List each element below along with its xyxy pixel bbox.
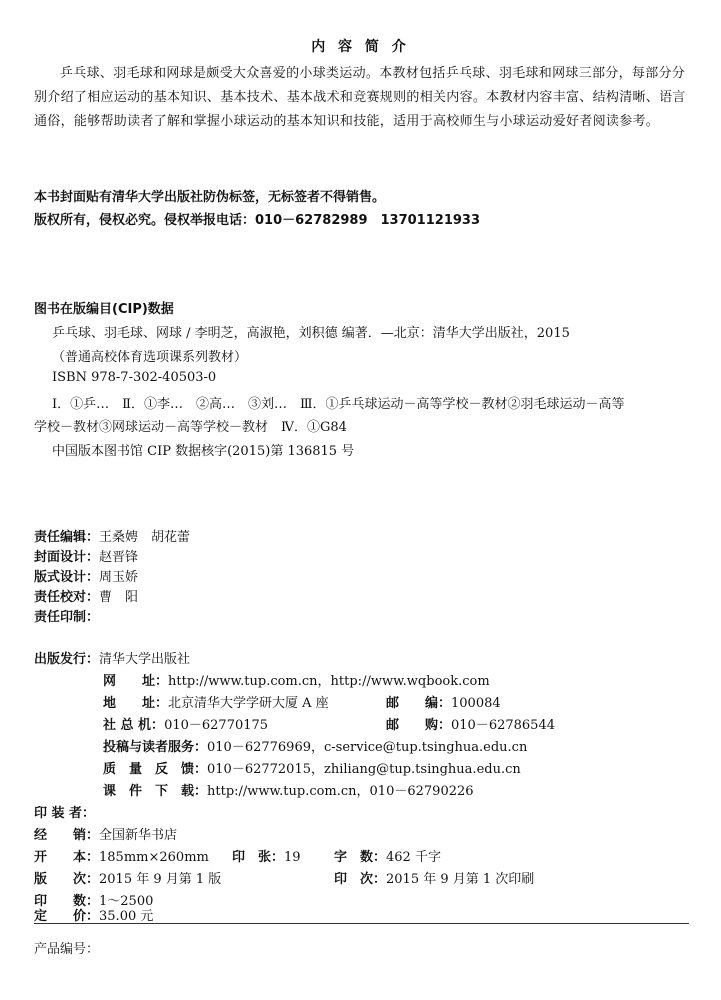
info-label: 质 量 反 馈： <box>103 762 208 777</box>
info-value: 010－62770175 <box>164 718 269 733</box>
credit-cover <box>34 546 138 565</box>
credit-label: 封面设计： <box>34 550 100 565</box>
credit-label: 版式设计： <box>34 570 100 585</box>
spec-label: 印 数： <box>34 894 100 909</box>
info-label: 课 件 下 载： <box>103 784 208 799</box>
publisher-label: 出版发行： <box>34 652 100 667</box>
spec-label: 版 次： <box>34 872 100 887</box>
intro-body: 乒乓球、羽毛球和网球是颇受大众喜爱的小球类运动。本教材包括乒乓球、羽毛球和网球三部分，每部分分别介绍了相应运动的基本知识、基本技术、基本战术和竞赛规则的相关内容。本教材内容丰富、结构清晰、语言通俗，能够帮助读者了解和掌握小球运动的基本知识和技能，适用于高校师生与小球运动爱好者阅读参考。 <box>34 66 686 129</box>
info-value: 010－62776969，c-service@tup.tsinghua.edu.cn <box>207 740 528 755</box>
credit-label: 责任编辑： <box>34 530 100 545</box>
spec-words <box>334 846 441 865</box>
spec-value: 2015 年 9 月第 1 版 <box>99 872 222 887</box>
info-value: 北京清华大学学研大厦 A 座 <box>168 696 329 711</box>
spec-distributor <box>34 824 177 843</box>
spec-format <box>34 846 209 865</box>
spec-value: 19 <box>284 850 301 865</box>
cip-line: （普通高校体育选项课系列教材） <box>52 350 248 365</box>
info-label: 邮 编： <box>386 696 452 711</box>
spec-value: 2015 年 9 月第 1 次印刷 <box>386 872 535 887</box>
spec-label: 开 本： <box>34 850 100 865</box>
spec-value: 1～2500 <box>99 894 154 909</box>
publisher-download <box>103 780 474 799</box>
credit-label: 责任校对： <box>34 590 100 605</box>
intro-title: 内 容 简 介 <box>311 39 410 55</box>
cip-number: 中国版本图书馆 CIP 数据核字(2015)第 136815 号 <box>52 444 355 459</box>
info-label: 投稿与读者服务： <box>103 740 208 755</box>
info-value: 010－62786544 <box>451 718 555 733</box>
spec-label: 印 装 者： <box>34 806 96 821</box>
publisher-mail-order <box>386 714 555 733</box>
publisher-web <box>103 670 490 689</box>
cip-line: 学校－教材③网球运动－高等学校－教材 Ⅳ．①G84 <box>34 420 347 435</box>
info-label: 社 总 机： <box>103 718 165 733</box>
publisher-row <box>34 648 190 667</box>
spec-label: 经 销： <box>34 828 100 843</box>
publisher-address <box>103 692 329 711</box>
info-value: 100084 <box>451 696 501 711</box>
publisher-name: 清华大学出版社 <box>99 652 191 667</box>
credit-editor <box>34 526 190 545</box>
credit-proof <box>34 586 138 605</box>
publisher-switchboard <box>103 714 268 733</box>
credit-value: 周玉娇 <box>99 570 139 585</box>
spec-value: 462 千字 <box>386 850 441 865</box>
publisher-postcode <box>386 692 501 711</box>
credit-layout <box>34 566 138 585</box>
cip-heading: 图书在版编目(CIP)数据 <box>34 302 174 317</box>
info-value: 010－62772015，zhiliang@tup.tsinghua.edu.cn <box>207 762 521 777</box>
spec-value: 全国新华书店 <box>99 828 178 843</box>
credit-label: 责任印制： <box>34 610 100 625</box>
spec-price <box>34 905 153 924</box>
credit-value: 王桑娉 胡花蕾 <box>99 530 191 545</box>
info-value: http://www.tup.com.cn，010－62790226 <box>207 784 474 799</box>
publisher-contrib <box>103 736 527 755</box>
cip-line: 乒乓球、羽毛球、网球 / 李明芝，高淑艳，刘积德 编著．—北京：清华大学出版社，2015 <box>52 326 570 341</box>
info-label: 邮 购： <box>386 718 452 733</box>
anti-counterfeit-notice: 本书封面贴有清华大学出版社防伪标签，无标签者不得销售。 <box>34 190 386 205</box>
spec-label: 定 价： <box>34 909 100 924</box>
copyright-notice: 版权所有，侵权必究。侵权举报电话：010－62782989 13701121933 <box>34 213 480 228</box>
info-label: 地 址： <box>103 696 169 711</box>
spec-label: 印 次： <box>334 872 387 887</box>
footer-divider <box>34 923 689 924</box>
spec-edition <box>34 868 221 887</box>
spec-printer <box>34 802 95 821</box>
spec-label: 字 数： <box>334 850 387 865</box>
cip-isbn: ISBN 978-7-302-40503-0 <box>52 370 217 385</box>
credit-print <box>34 606 99 625</box>
spec-label: 印 张： <box>232 850 285 865</box>
credit-value: 曹 阳 <box>99 590 139 605</box>
spec-impression <box>334 868 534 887</box>
credit-value: 赵晋锋 <box>99 550 139 565</box>
info-label: 网 址： <box>103 674 169 689</box>
cip-line: Ⅰ．①乒… Ⅱ．①李… ②高… ③刘… Ⅲ．①乒乓球运动－高等学校－教材②羽毛球运动－高等 <box>52 397 625 412</box>
spec-value: 185mm×260mm <box>99 850 209 865</box>
spec-sheets <box>232 846 301 865</box>
publisher-quality <box>103 758 521 777</box>
info-value: http://www.tup.com.cn，http://www.wqbook.com <box>168 674 490 689</box>
spec-value: 35.00 元 <box>99 909 154 924</box>
product-code: 产品编号： <box>34 942 100 957</box>
